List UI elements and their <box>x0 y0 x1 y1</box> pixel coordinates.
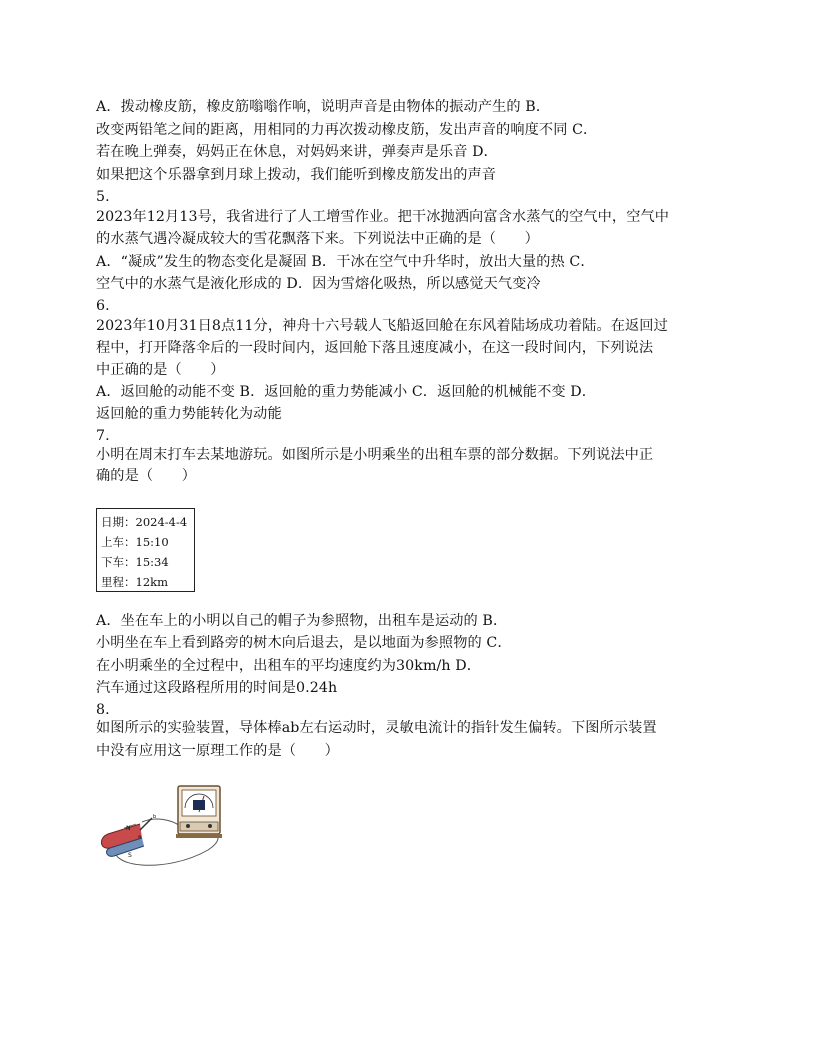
q4-option-c: 若在晚上弹奏，妈妈正在休息，对妈妈来讲，弹奏声是乐音 D． <box>96 144 498 160</box>
magnet-south-label: S <box>128 852 132 859</box>
q7-option-c: 在小明乘坐的全过程中，出租车的平均速度约为30km/h D． <box>96 658 482 674</box>
q6-option-d: 返回舱的重力势能转化为动能 <box>96 406 282 422</box>
ticket-alight-time: 下车：15:34 <box>101 555 169 569</box>
magnet-north-label: N <box>126 825 131 832</box>
q6-options-abcd: A．返回舱的动能不变 B．返回舱的重力势能减小 C．返回舱的机械能不变 D． <box>96 384 597 400</box>
taxi-ticket <box>96 508 195 592</box>
ticket-board-time: 上车：15:10 <box>101 535 169 549</box>
rod-b-label: b <box>153 814 157 820</box>
q7-option-d: 汽车通过这段路程所用的时间是0.24h <box>96 680 338 696</box>
q8-stem-line-1: 如图所示的实验装置，导体棒ab左右运动时，灵敏电流计的指针发生偏转。下图所示装置 <box>96 720 657 736</box>
q6-stem-line-3: 中正确的是（ ） <box>96 362 225 378</box>
rod-a-label: a <box>138 834 142 840</box>
q4-option-b: 改变两铅笔之间的距离，用相同的力再次拨动橡皮筋，发出声音的响度不同 C． <box>96 122 598 138</box>
ticket-date: 日期：2024-4-4 <box>101 515 188 529</box>
q5-options-cd: 空气中的水蒸气是液化形成的 D．因为雪熔化吸热，所以感觉天气变冷 <box>96 276 541 292</box>
q7-stem-line-1: 小明在周末打车去某地游玩。如图所示是小明乘坐的出租车票的部分数据。下列说法中正 <box>96 447 654 463</box>
q7-stem-line-2: 确的是（ ） <box>96 468 197 484</box>
q4-option-a: A．拨动橡皮筋，橡皮筋嗡嗡作响，说明声音是由物体的振动产生的 B． <box>96 99 551 115</box>
q8-stem-line-2: 中没有应用这一原理工作的是（ ） <box>96 743 339 759</box>
q5-number: 5. <box>96 189 110 205</box>
q5-stem-line-1: 2023年12月13号，我省进行了人工增雪作业。把干冰抛洒向富含水蒸气的空气中，空气中 <box>96 209 670 225</box>
q8-number: 8. <box>96 702 110 718</box>
q4-option-d: 如果把这个乐器拿到月球上拨动，我们能听到橡皮筋发出的声音 <box>96 167 497 183</box>
q7-option-a: A．坐在车上的小明以自己的帽子为参照物，出租车是运动的 B． <box>96 613 508 629</box>
q5-options-abc: A．“凝成”发生的物态变化是凝固 B．干冰在空气中升华时，放出大量的热 C． <box>96 254 595 270</box>
galvanometer-induction-apparatus-icon <box>96 778 228 872</box>
q7-number: 7. <box>96 428 110 444</box>
q7-option-b: 小明坐在车上看到路旁的树木向后退去，是以地面为参照物的 C． <box>96 635 512 651</box>
ticket-distance: 里程：12km <box>101 575 169 589</box>
q6-number: 6. <box>96 298 110 314</box>
q5-stem-line-2: 的水蒸气遇冷凝成较大的雪花飘落下来。下列说法中正确的是（ ） <box>96 231 539 247</box>
q6-stem-line-1: 2023年10月31日8点11分，神舟十六号载人飞船返回舱在东风着陆场成功着陆。在返回过 <box>96 318 668 334</box>
q6-stem-line-2: 程中，打开降落伞后的一段时间内，返回舱下落且速度减小，在这一段时间内，下列说法 <box>96 340 654 356</box>
